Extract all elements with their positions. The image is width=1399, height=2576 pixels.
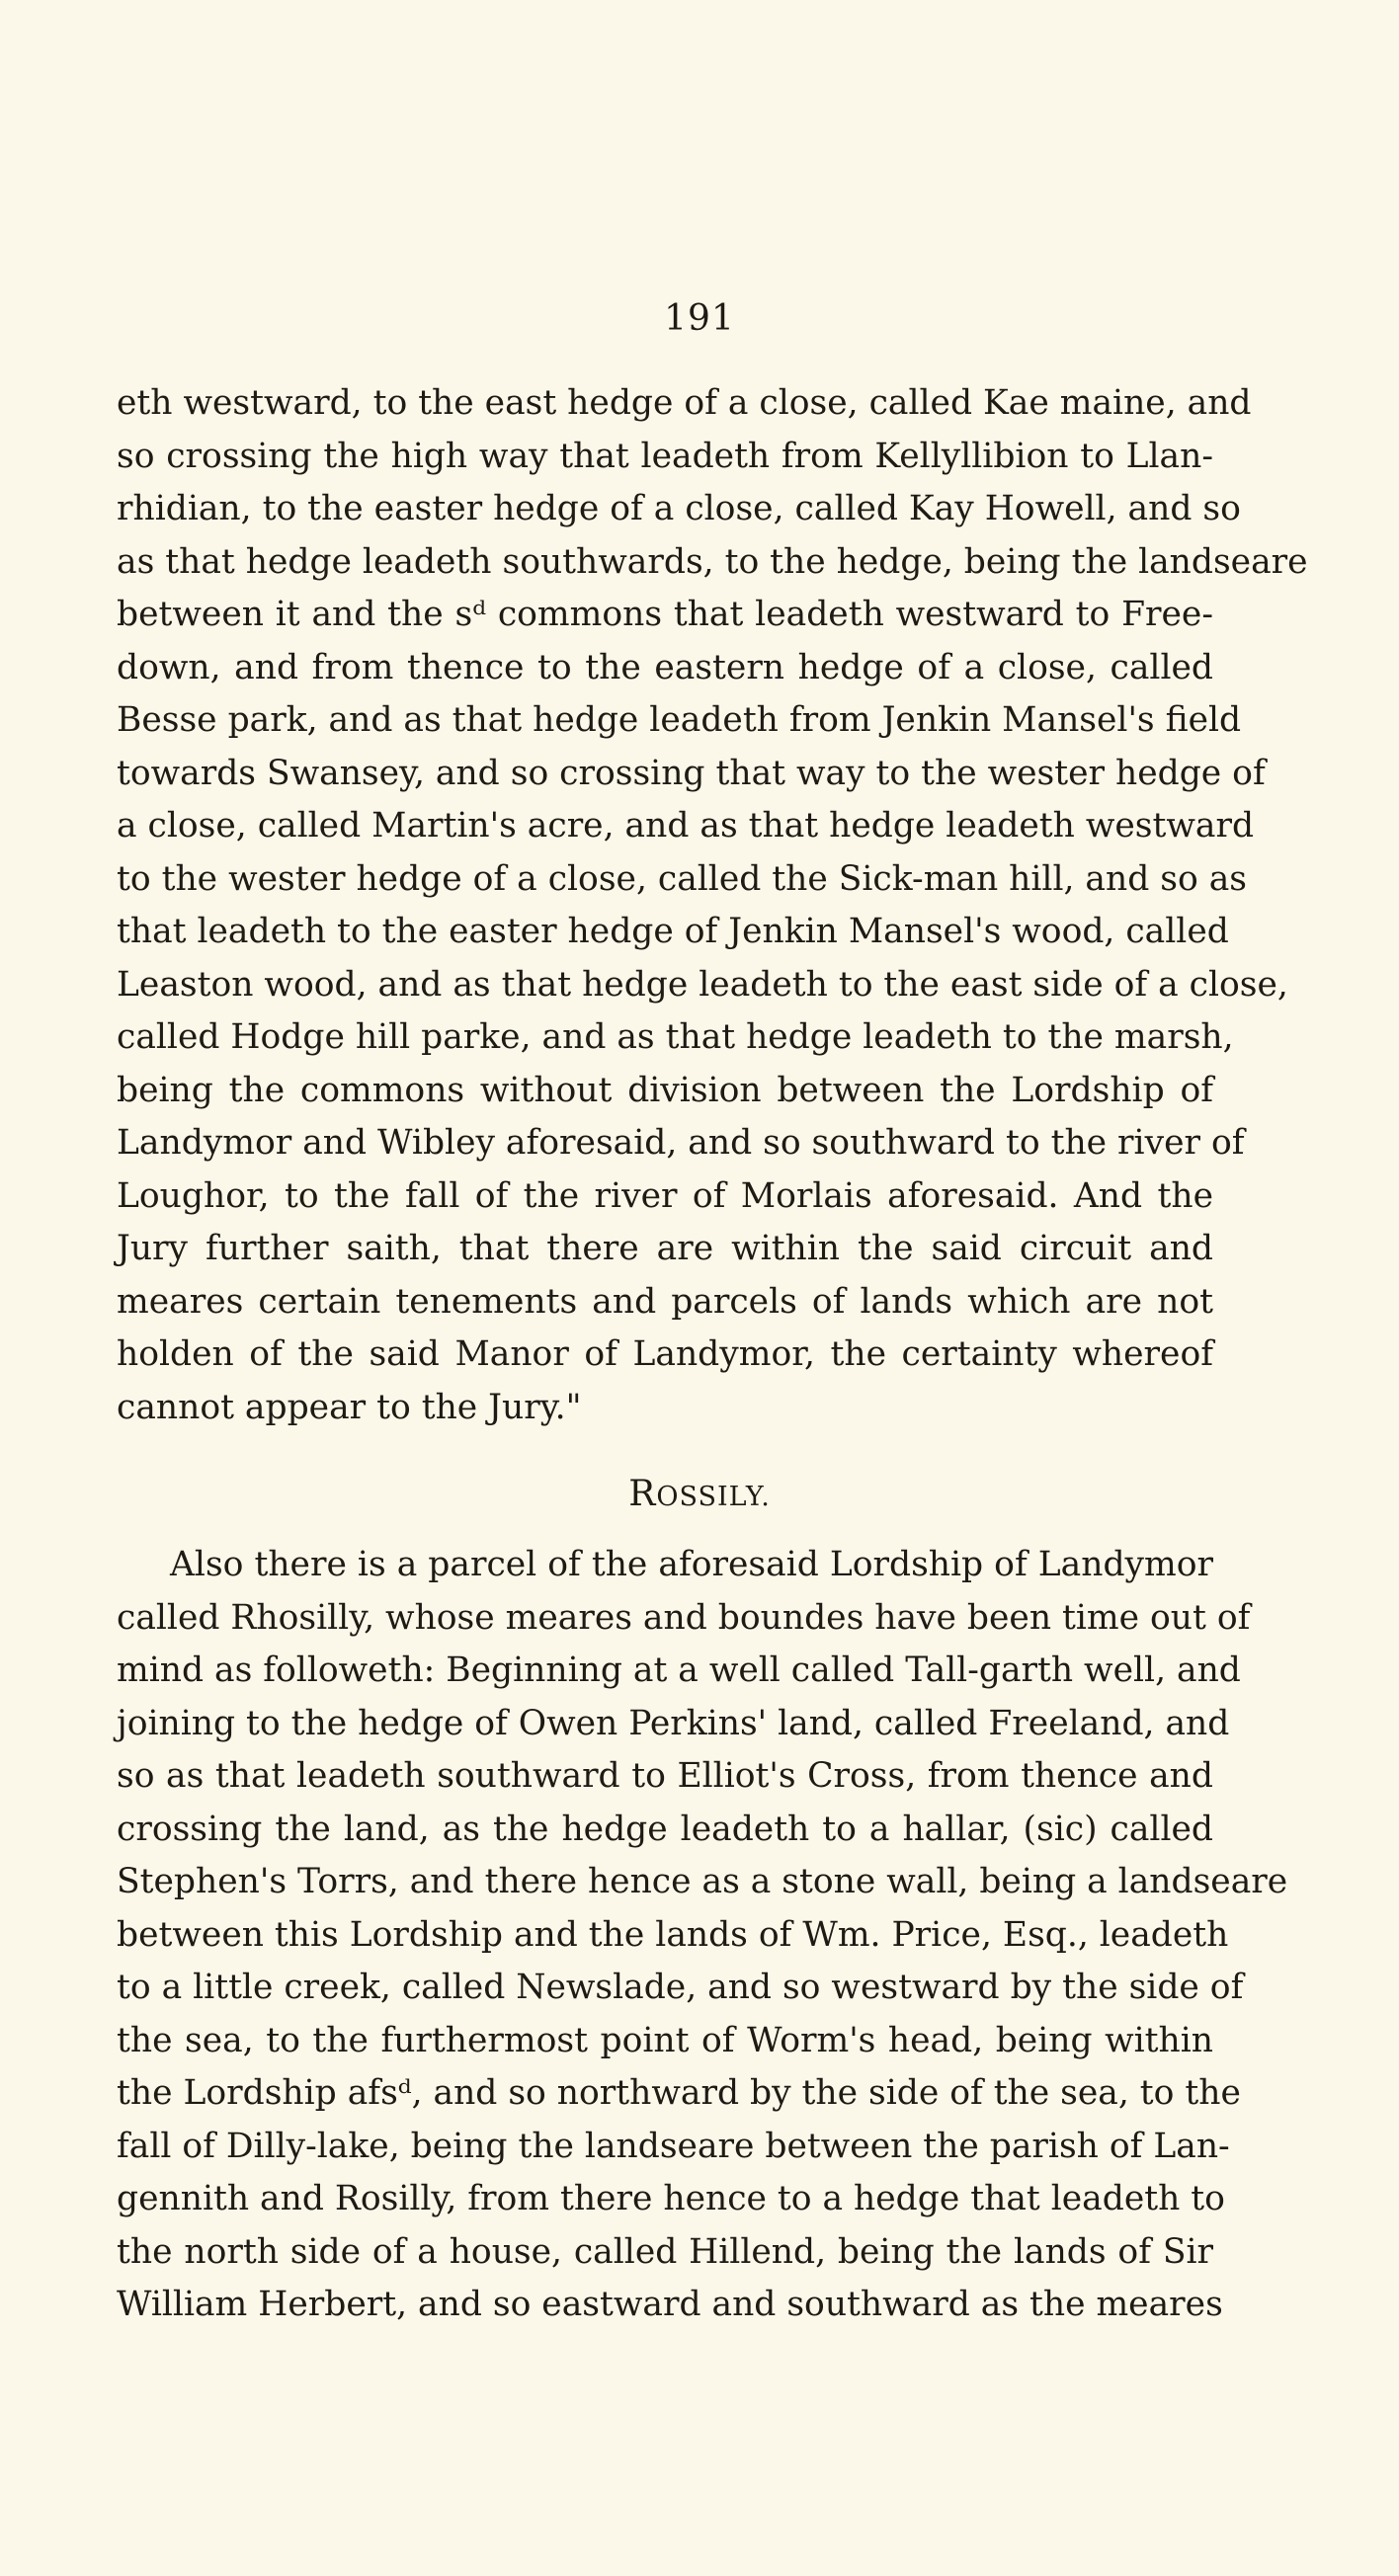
text-line: cannot appear to the Jury." bbox=[117, 1387, 582, 1427]
text-line: joining to the hedge of Owen Perkins' land, called Freeland, and bbox=[117, 1703, 1230, 1743]
text-line: gennith and Rosilly, from there hence to a hedge that leadeth to bbox=[117, 2179, 1225, 2218]
text-line: William Herbert, and so eastward and southward as the meares bbox=[117, 2285, 1223, 2324]
text-line: down, and from thence to the eastern hedge of a close, called bbox=[117, 647, 1213, 687]
text-line: holden of the said Manor of Landymor, the certainty whereof bbox=[117, 1334, 1213, 1374]
text-line: so as that leadeth southward to Elliot's Cross, from thence and bbox=[117, 1756, 1213, 1796]
text-line: fall of Dilly-lake, being the landseare between the parish of Lan- bbox=[117, 2126, 1230, 2166]
text-line: to the wester hedge of a close, called the Sick-man hill, and so as bbox=[117, 858, 1247, 899]
text-line: that leadeth to the easter hedge of Jenkin Mansel's wood, called bbox=[117, 912, 1229, 951]
paragraph-rhosilly-bounds bbox=[117, 1539, 1288, 2332]
text-line: the Lordship afsᵈ, and so northward by the side of the sea, to the bbox=[117, 2073, 1241, 2113]
text-line: as that hedge leadeth southwards, to the hedge, being the landseare bbox=[117, 541, 1308, 582]
text-line: between it and the sᵈ commons that leadeth westward to Free- bbox=[117, 595, 1213, 634]
text-line: called Rhosilly, whose meares and boundes have been time out of bbox=[117, 1597, 1251, 1638]
text-line: the north side of a house, called Hillend, being the lands of Sir bbox=[117, 2231, 1213, 2272]
text-line: Stephen's Torrs, and there hence as a stone wall, being a landseare bbox=[117, 1862, 1288, 1901]
text-line: the sea, to the furthermost point of Worm's head, being within bbox=[117, 2020, 1213, 2060]
text-line: a close, called Martin's acre, and as that hedge leadeth westward bbox=[117, 806, 1255, 845]
text-line: eth westward, to the east hedge of a close, called Kae maine, and bbox=[117, 383, 1252, 423]
text-line: crossing the land, as the hedge leadeth to a hallar, (sic) called bbox=[117, 1809, 1213, 1849]
text-line: to a little creek, called Newslade, and so westward by the side of bbox=[117, 1968, 1244, 2007]
text-line: Leaston wood, and as that hedge leadeth to the east side of a close, bbox=[117, 964, 1288, 1005]
text-line: meares certain tenements and parcels of lands which are not bbox=[117, 1281, 1213, 1322]
text-line: being the commons without division between the Lordship of bbox=[117, 1070, 1213, 1110]
section-heading-initial: R bbox=[628, 1474, 657, 1514]
paragraph-landymor-bounds bbox=[117, 377, 1308, 1434]
text-line: mind as followeth: Beginning at a well called Tall-garth well, and bbox=[117, 1650, 1241, 1690]
text-line: Landymor and Wibley aforesaid, and so southward to the river of bbox=[117, 1123, 1245, 1163]
text-line: between this Lordship and the lands of Wm. Price, Esq., leadeth bbox=[117, 1914, 1229, 1955]
text-line: called Hodge hill parke, and as that hedge leadeth to the marsh, bbox=[117, 1017, 1234, 1057]
text-line: Also there is a parcel of the aforesaid Lordship of Landymor bbox=[170, 1545, 1213, 1584]
section-heading-text: OSSILY. bbox=[656, 1482, 771, 1512]
text-line: so crossing the high way that leadeth from Kellyllibion to Llan- bbox=[117, 436, 1213, 476]
text-line: Jury further saith, that there are within the said circuit and bbox=[117, 1229, 1213, 1268]
section-heading-rossily bbox=[0, 1474, 1399, 1514]
page-number: 191 bbox=[664, 298, 735, 339]
text-line: Besse park, and as that hedge leadeth from Jenkin Mansel's field bbox=[117, 700, 1242, 740]
text-line: towards Swansey, and so crossing that way to the wester hedge of bbox=[117, 753, 1266, 793]
text-line: Loughor, to the fall of the river of Morlais aforesaid. And the bbox=[117, 1175, 1213, 1216]
text-line: rhidian, to the easter hedge of a close, called Kay Howell, and so bbox=[117, 489, 1241, 528]
